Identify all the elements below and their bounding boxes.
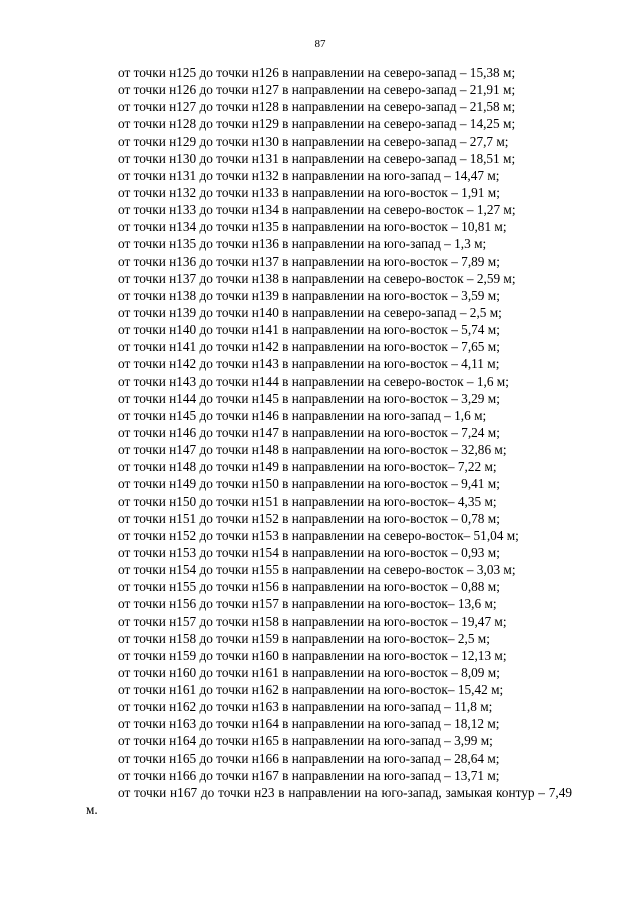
boundary-line: от точки н131 до точки н132 в направлении на юго-запад – 14,47 м; [118, 167, 500, 183]
boundary-line: от точки н160 до точки н161 в направлении на юго-восток – 8,09 м; [118, 664, 500, 680]
boundary-line: от точки н166 до точки н167 в направлении на юго-запад – 13,71 м; [118, 767, 500, 783]
boundary-line: от точки н152 до точки н153 в направлении на северо-восток– 51,04 м; [118, 527, 519, 543]
boundary-line: от точки н130 до точки н131 в направлении на северо-запад – 18,51 м; [118, 150, 516, 166]
boundary-line: от точки н141 до точки н142 в направлении на юго-восток – 7,65 м; [118, 339, 500, 355]
boundary-line: от точки н157 до точки н158 в направлении на юго-восток – 19,47 м; [118, 613, 507, 629]
boundary-line: от точки н146 до точки н147 в направлении на юго-восток – 7,24 м; [118, 424, 500, 440]
boundary-line: от точки н129 до точки н130 в направлении на северо-запад – 27,7 м; [118, 133, 509, 149]
boundary-line: от точки н164 до точки н165 в направлении на юго-запад – 3,99 м; [118, 733, 493, 749]
boundary-line: от точки н150 до точки н151 в направлении на юго-восток– 4,35 м; [118, 493, 497, 509]
boundary-line: от точки н140 до точки н141 в направлении на юго-восток – 5,74 м; [118, 322, 500, 338]
boundary-line: от точки н135 до точки н136 в направлении на юго-запад – 1,3 м; [118, 236, 487, 252]
boundary-line: от точки н144 до точки н145 в направлении на юго-восток – 3,29 м; [118, 390, 500, 406]
boundary-line: от точки н149 до точки н150 в направлении на юго-восток – 9,41 м; [118, 476, 500, 492]
boundary-line: от точки н156 до точки н157 в направлении на юго-восток– 13,6 м; [118, 596, 497, 612]
boundary-line: от точки н163 до точки н164 в направлении на юго-запад – 18,12 м; [118, 716, 500, 732]
boundary-line: от точки н127 до точки н128 в направлении на северо-запад – 21,58 м; [118, 99, 516, 115]
boundary-line: от точки н153 до точки н154 в направлении на юго-восток – 0,93 м; [118, 544, 500, 560]
boundary-line: от точки н159 до точки н160 в направлении на юго-восток – 12,13 м; [118, 647, 507, 663]
boundary-line: от точки н138 до точки н139 в направлении на юго-восток – 3,59 м; [118, 287, 500, 303]
boundary-line: от точки н125 до точки н126 в направлении на северо-запад – 15,38 м; [118, 65, 516, 80]
boundary-line: от точки н155 до точки н156 в направлении на юго-восток – 0,88 м; [118, 579, 500, 595]
closing-paragraph: от точки н167 до точки н23 в направлении на юго-запад, замыкая контур – 7,49 м. [86, 784, 572, 818]
boundary-line: от точки н162 до точки н163 в направлении на юго-запад – 11,8 м; [118, 699, 493, 715]
boundary-line: от точки н128 до точки н129 в направлении на северо-запад – 14,25 м; [118, 116, 516, 132]
boundary-line: от точки н142 до точки н143 в направлении на юго-восток – 4,11 м; [118, 356, 500, 372]
boundary-line: от точки н154 до точки н155 в направлении на северо-восток – 3,03 м; [118, 562, 516, 578]
boundary-line: от точки н165 до точки н166 в направлении на юго-запад – 28,64 м; [118, 750, 500, 766]
boundary-line: от точки н139 до точки н140 в направлении на северо-запад – 2,5 м; [118, 304, 502, 320]
boundary-line: от точки н132 до точки н133 в направлении на юго-восток – 1,91 м; [118, 184, 500, 200]
boundary-line: от точки н134 до точки н135 в направлении на юго-восток – 10,81 м; [118, 219, 507, 235]
boundary-line: от точки н161 до точки н162 в направлении на юго-восток– 15,42 м; [118, 682, 504, 698]
boundary-line: от точки н126 до точки н127 в направлении на северо-запад – 21,91 м; [118, 82, 516, 98]
boundary-line: от точки н136 до точки н137 в направлении на юго-восток – 7,89 м; [118, 253, 500, 269]
boundary-line: от точки н148 до точки н149 в направлении на юго-восток– 7,22 м; [118, 459, 497, 475]
boundary-line: от точки н151 до точки н152 в направлении на юго-восток – 0,78 м; [118, 510, 500, 526]
boundary-line: от точки н137 до точки н138 в направлении на северо-восток – 2,59 м; [118, 270, 516, 286]
document-body [86, 64, 572, 818]
boundary-line: от точки н147 до точки н148 в направлении на юго-восток – 32,86 м; [118, 442, 507, 458]
boundary-line: от точки н158 до точки н159 в направлении на юго-восток– 2,5 м; [118, 630, 490, 646]
boundary-line: от точки н133 до точки н134 в направлении на северо-восток – 1,27 м; [118, 202, 516, 218]
boundary-line: от точки н143 до точки н144 в направлении на северо-восток – 1,6 м; [118, 373, 509, 389]
boundary-line: от точки н145 до точки н146 в направлении на юго-запад – 1,6 м; [118, 407, 487, 423]
page-number: 87 [314, 38, 326, 50]
